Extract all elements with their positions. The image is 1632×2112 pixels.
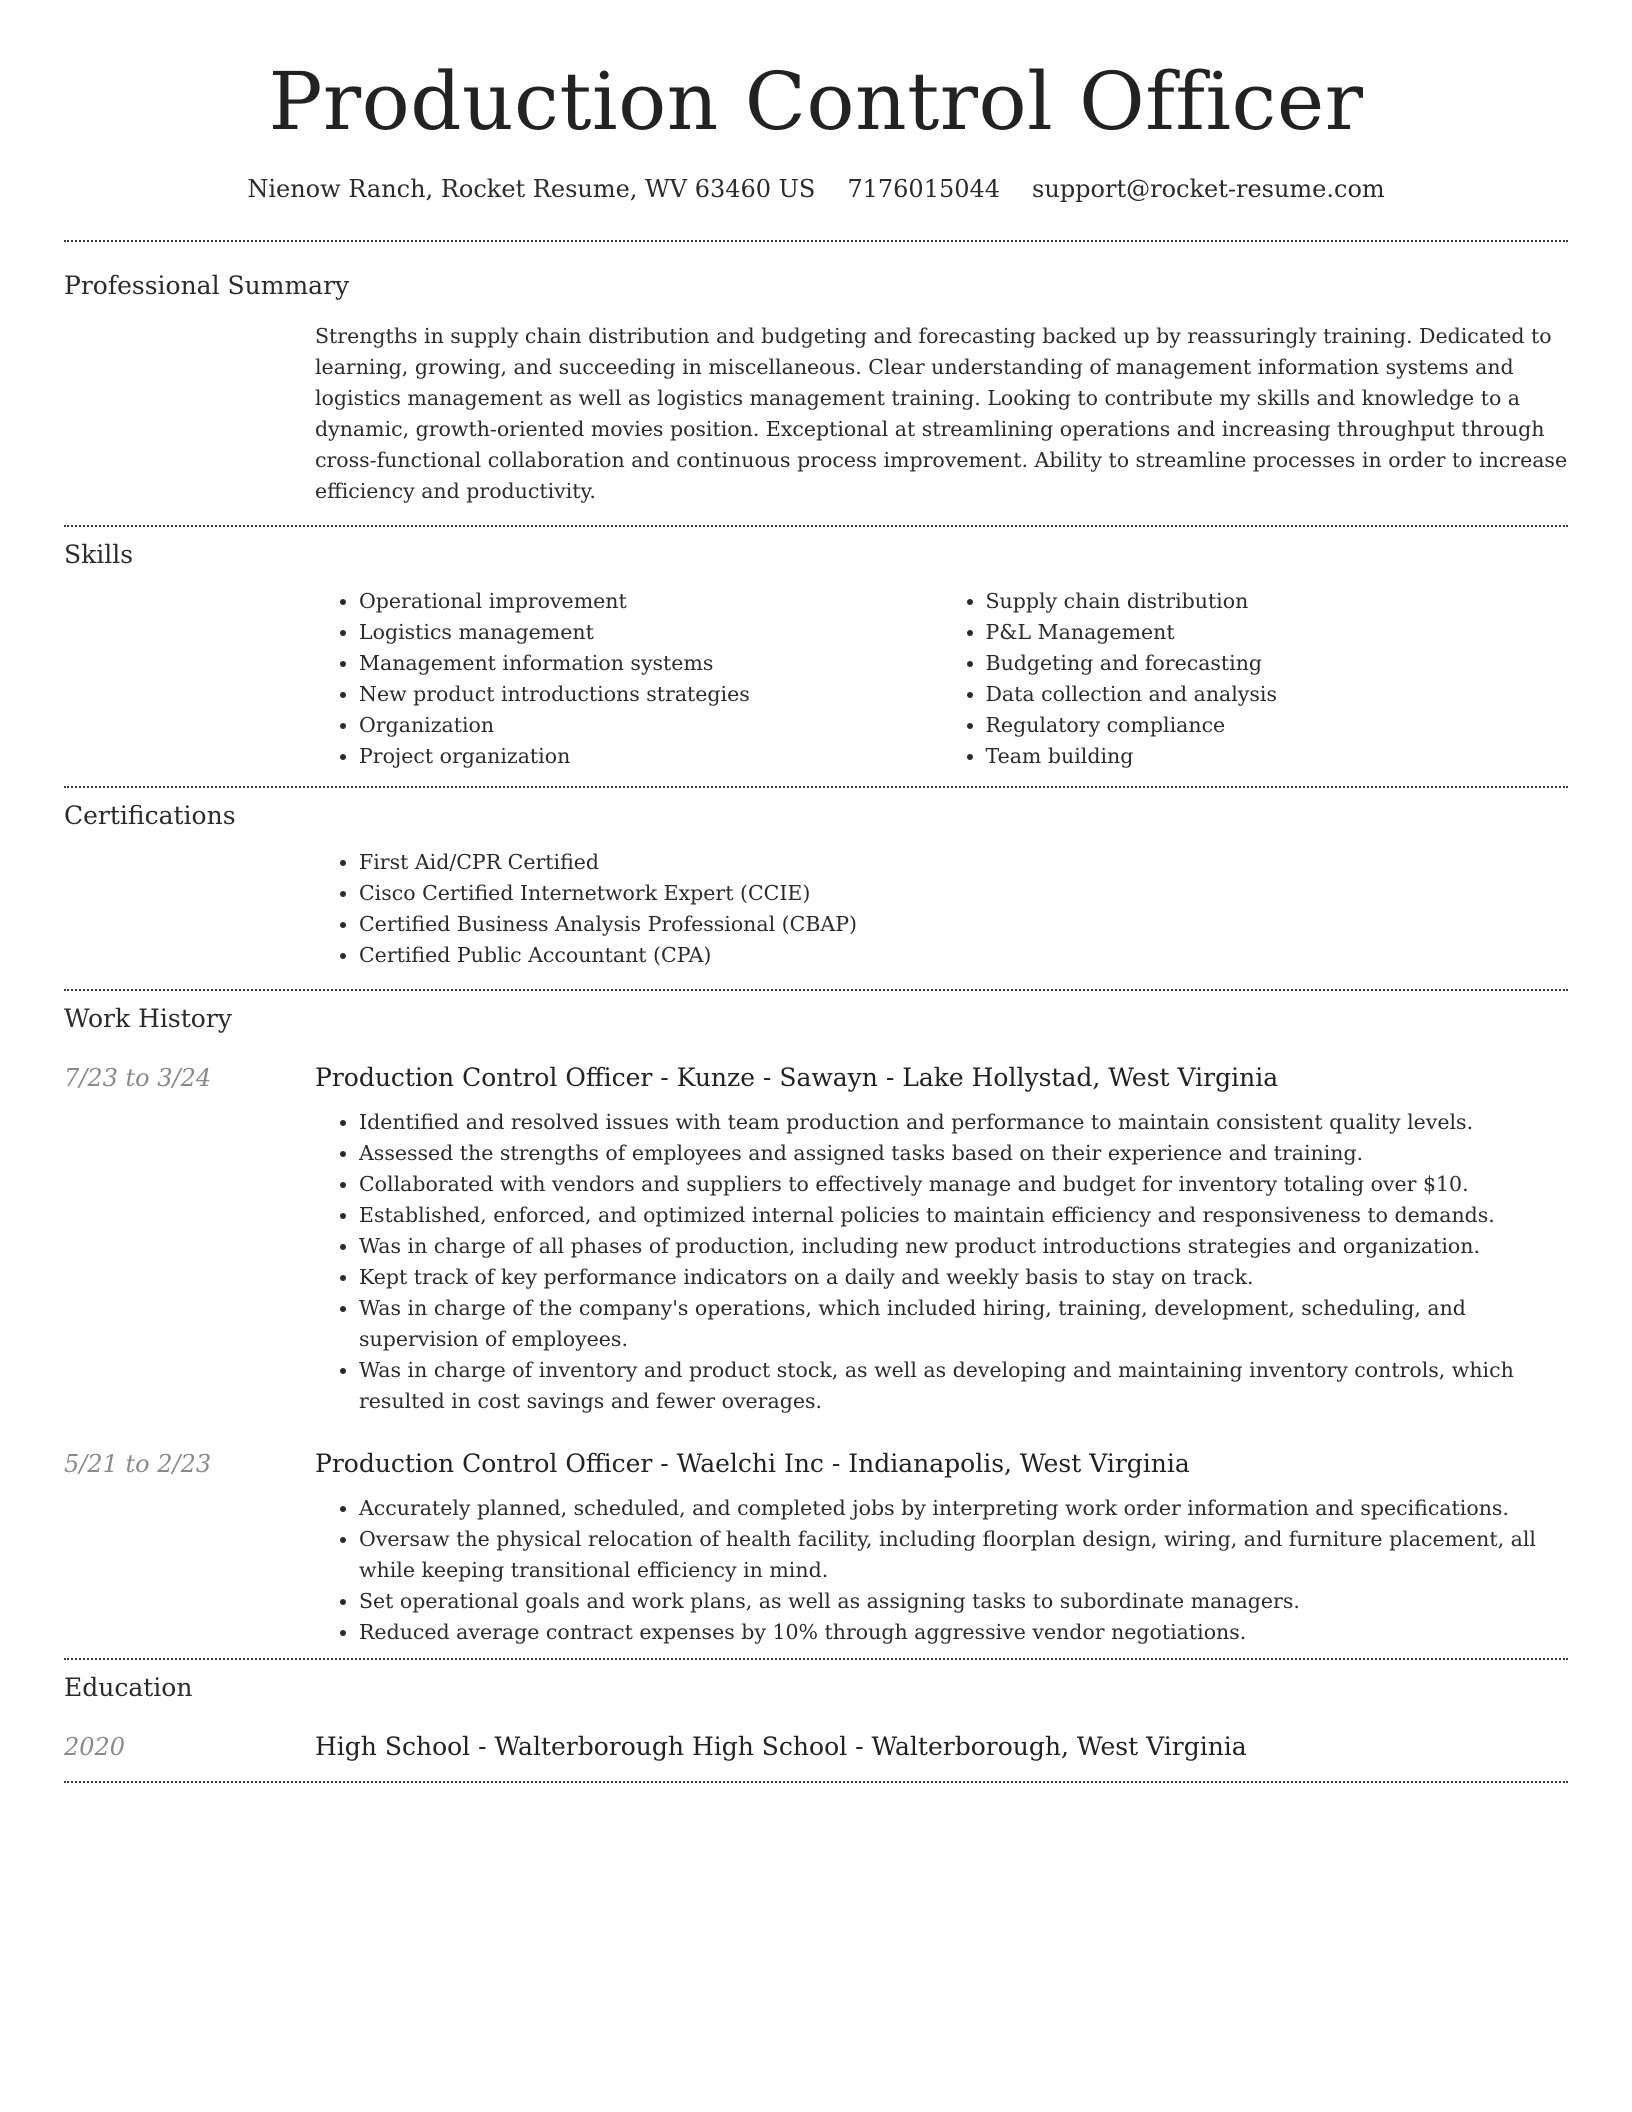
job-bullets [315, 1107, 1568, 1417]
skill-item: • Operational improvement [359, 586, 942, 617]
job-bullet: • Collaborated with vendors and suppliers to effectively manage and budget for inventory totaling over $10. [359, 1169, 1568, 1200]
job-bullet: • Assessed the strengths of employees and assigned tasks based on their experience and training. [359, 1138, 1568, 1169]
education-year: 2020 [64, 1733, 126, 1761]
section-title-certifications: Certifications [64, 801, 236, 830]
work-history-section [64, 991, 1568, 1658]
skills-grid [315, 586, 1568, 772]
job-bullet: • Established, enforced, and optimized internal policies to maintain efficiency and responsiveness to demands. [359, 1200, 1568, 1231]
education-entry [64, 1730, 1568, 1764]
skills-list-right [942, 586, 1569, 772]
job-location: Indianapolis, West Virginia [848, 1449, 1190, 1478]
job-bullet: • Kept track of key performance indicators on a daily and weekly basis to stay on track. [359, 1262, 1568, 1293]
skill-item: • Budgeting and forecasting [986, 648, 1569, 679]
certification-item: • Cisco Certified Internetwork Expert (CCIE) [359, 878, 1568, 909]
education-heading: High School - Walterborough High School - Walterborough, West Virginia [315, 1732, 1247, 1761]
job-location: Lake Hollystad, West Virginia [902, 1063, 1279, 1092]
section-title-education: Education [64, 1673, 193, 1702]
certification-item: • Certified Business Analysis Professional (CBAP) [359, 909, 1568, 940]
job-bullets [315, 1493, 1568, 1648]
skill-item: • Data collection and analysis [986, 679, 1569, 710]
skill-item: • P&L Management [986, 617, 1569, 648]
job-title: Production Control Officer [315, 1449, 653, 1478]
summary-text: Strengths in supply chain distribution and budgeting and forecasting backed up by reassuringly training. Dedicated to learning, growing, and succeeding in miscellaneous. Clear understanding of management information systems and logistics management as well as logistics management training. Looking to contribute my skills and knowledge to a dynamic, growth-oriented movies position. Exceptional at streamlining operations and increasing throughput through cross-functional collaboration and continuous process improvement. Ability to streamline processes in order to increase efficiency and productivity. [315, 324, 1568, 503]
job-dates: 7/23 to 3/24 [64, 1064, 212, 1092]
certification-item: • Certified Public Accountant (CPA) [359, 940, 1568, 971]
job-entry [64, 1061, 1568, 1417]
skill-item: • Management information systems [359, 648, 942, 679]
email-text: support@rocket-resume.com [1032, 175, 1385, 203]
job-bullet: • Set operational goals and work plans, as well as assigning tasks to subordinate managers. [359, 1586, 1568, 1617]
job-company: Kunze - Sawayn [676, 1063, 878, 1092]
job-header [64, 1447, 1568, 1481]
job-bullet: • Was in charge of all phases of production, including new product introductions strategies and organization. [359, 1231, 1568, 1262]
skills-list-left [315, 586, 942, 772]
phone-text: 7176015044 [847, 175, 1001, 203]
job-heading: Production Control Officer - Waelchi Inc - Indianapolis, West Virginia [315, 1449, 1190, 1478]
job-bullet: • Was in charge of inventory and product stock, as well as developing and maintaining inventory controls, which resulted in cost savings and fewer overages. [359, 1355, 1568, 1417]
section-title-work-history: Work History [64, 1004, 232, 1033]
skill-item: • Team building [986, 741, 1569, 772]
skill-item: • Logistics management [359, 617, 942, 648]
job-header [64, 1061, 1568, 1095]
certifications-list [315, 847, 1568, 971]
job-title: Production Control Officer [315, 1063, 653, 1092]
job-heading: Production Control Officer - Kunze - Sawayn - Lake Hollystad, West Virginia [315, 1063, 1279, 1092]
skill-item: • Organization [359, 710, 942, 741]
job-entry [64, 1447, 1568, 1648]
certifications-section [64, 788, 1568, 989]
contact-line [64, 172, 1568, 206]
job-dates: 5/21 to 2/23 [64, 1450, 212, 1478]
job-bullet: • Oversaw the physical relocation of health facility, including floorplan design, wiring, and furniture placement, all while keeping transitional efficiency in mind. [359, 1524, 1568, 1586]
skill-item: • Project organization [359, 741, 942, 772]
candidate-name: Production Control Officer [268, 55, 1364, 148]
education-location: Walterborough, West Virginia [871, 1732, 1247, 1761]
skill-item: • Regulatory compliance [986, 710, 1569, 741]
job-bullet: • Reduced average contract expenses by 10% through aggressive vendor negotiations. [359, 1617, 1568, 1648]
job-bullet: • Accurately planned, scheduled, and completed jobs by interpreting work order information and specifications. [359, 1493, 1568, 1524]
certifications-body [315, 847, 1568, 971]
skill-item: • New product introductions strategies [359, 679, 942, 710]
job-company: Waelchi Inc [676, 1449, 824, 1478]
education-section [64, 1660, 1568, 1781]
section-title-skills: Skills [64, 540, 134, 569]
job-bullet: • Was in charge of the company's operations, which included hiring, training, development, scheduling, and supervision of employees. [359, 1293, 1568, 1355]
job-bullet-list [315, 1493, 1568, 1648]
certification-item: • First Aid/CPR Certified [359, 847, 1568, 878]
skill-item: • Supply chain distribution [986, 586, 1569, 617]
job-bullet-list [315, 1107, 1568, 1417]
summary-section [64, 242, 1568, 525]
education-school: Walterborough High School [494, 1732, 848, 1761]
address-text: Nienow Ranch, Rocket Resume, WV 63460 US [247, 175, 816, 203]
skills-section [64, 527, 1568, 786]
education-degree: High School [315, 1732, 471, 1761]
divider [64, 1781, 1568, 1783]
section-title-summary: Professional Summary [64, 271, 350, 300]
job-bullet: • Identified and resolved issues with team production and performance to maintain consistent quality levels. [359, 1107, 1568, 1138]
